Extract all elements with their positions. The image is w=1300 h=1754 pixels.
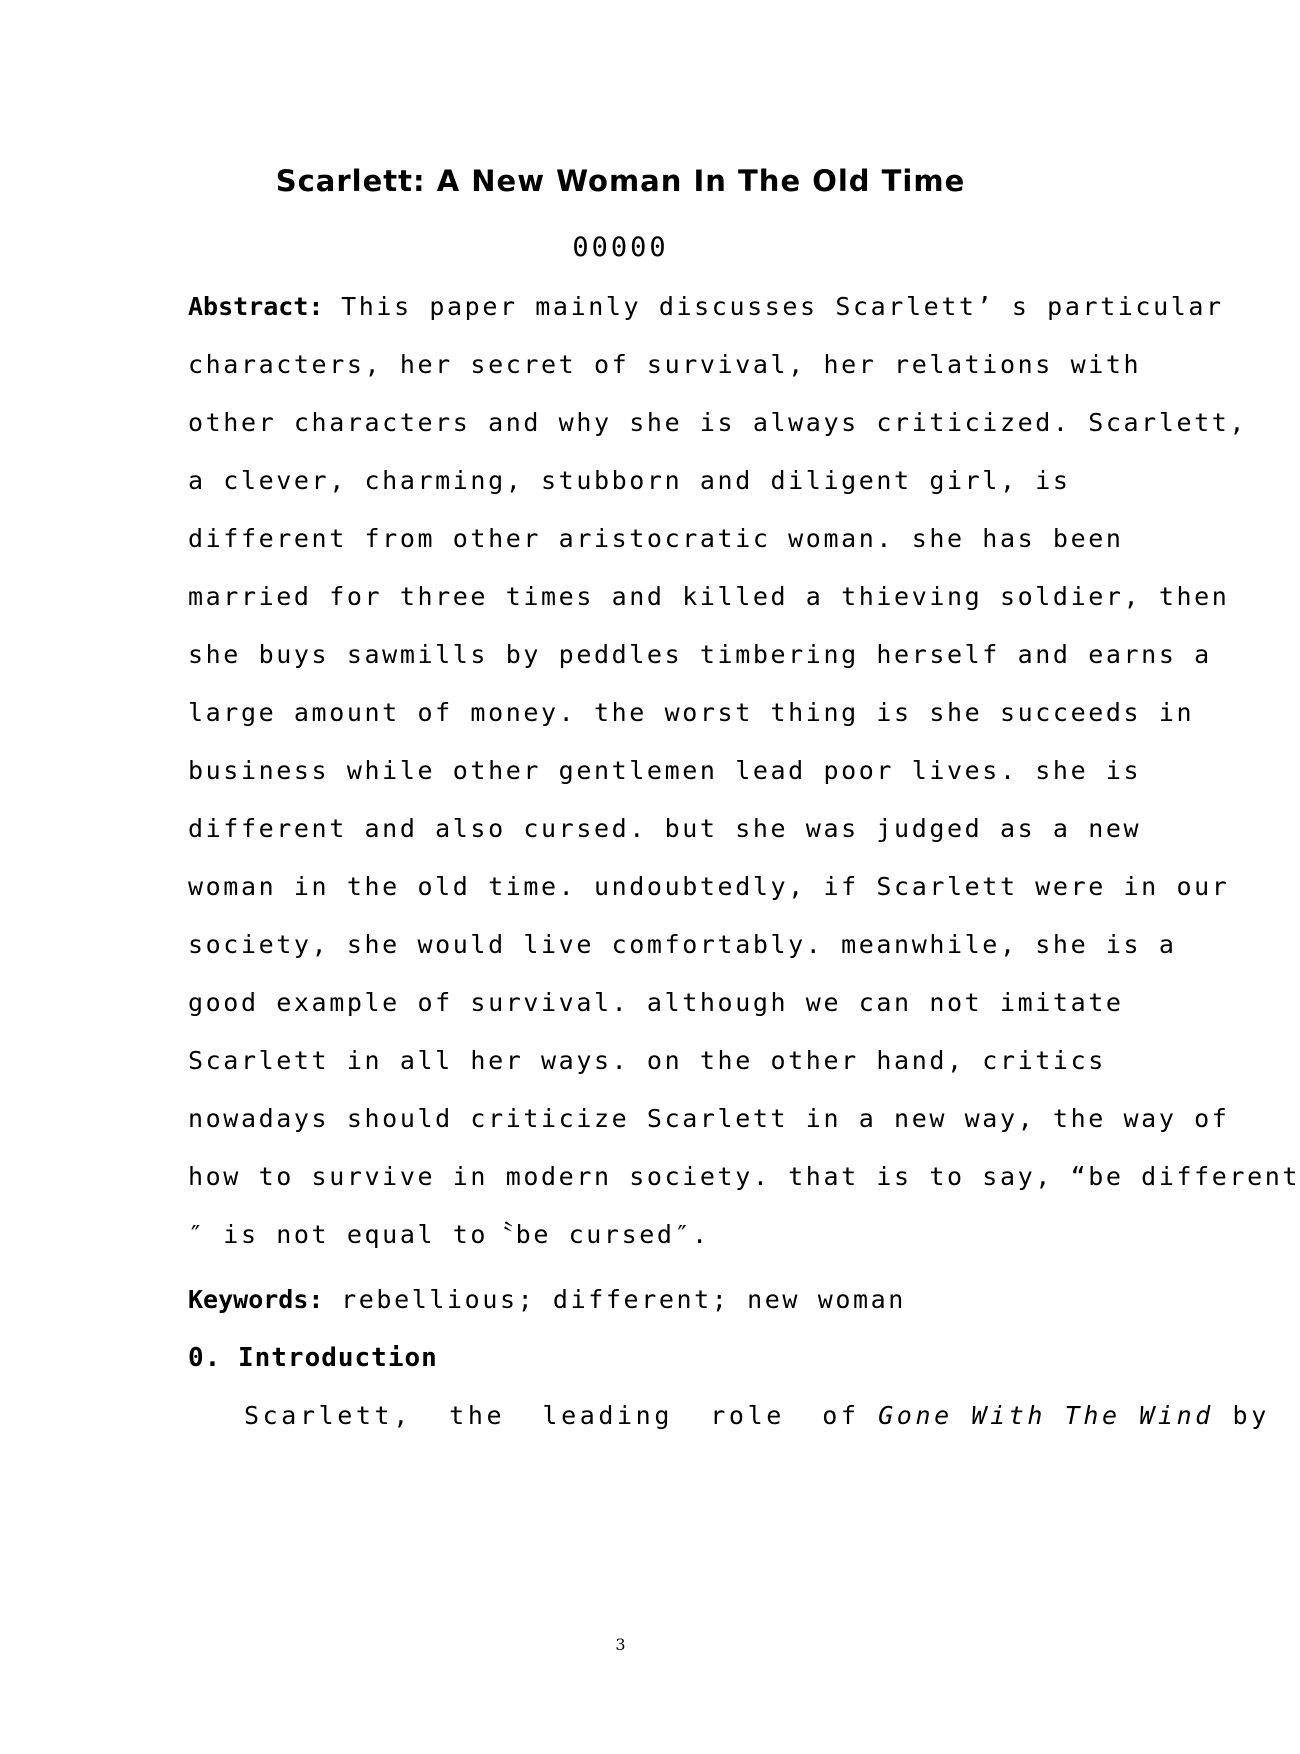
intro-paragraph-line [244, 1398, 1270, 1434]
abstract-text-1: This paper mainly discusses Scarlett’ s particular [323, 292, 1224, 321]
paper-title: Scarlett: A New Woman In The Old Time [275, 164, 966, 198]
abstract-line-17: ″ is not equal to〝be cursed″. [188, 1220, 710, 1249]
abstract-line-1 [188, 289, 1224, 325]
abstract-line-3: other characters and why she is always criticized. Scarlett, [188, 408, 1248, 437]
abstract-line-15: nowadays should criticize Scarlett in a new way, the way of [188, 1104, 1230, 1133]
abstract-line-8: large amount of money. the worst thing is she succeeds in [188, 698, 1195, 727]
abstract-line-14: Scarlett in all her ways. on the other hand, critics [188, 1046, 1106, 1075]
keywords-label: Keywords: [188, 1285, 324, 1314]
section-heading: 0. Introduction [188, 1343, 438, 1373]
abstract-line-10: different and also cursed. but she was judged as a new [188, 814, 1142, 843]
abstract-line-11: woman in the old time. undoubtedly, if Scarlett were in our [188, 872, 1230, 901]
abstract-line-9: business while other gentlemen lead poor lives. she is [188, 756, 1142, 785]
book-title-italic: Gone With The Wind [878, 1401, 1214, 1430]
abstract-label: Abstract: [188, 292, 324, 321]
keywords-line [188, 1282, 906, 1318]
abstract-line-6: married for three times and killed a thieving soldier, then [188, 582, 1230, 611]
page-number: 3 [615, 1635, 626, 1654]
abstract-line-16: how to survive in modern society. that is to say, “be different [188, 1162, 1300, 1191]
intro-text-after: by [1213, 1401, 1270, 1430]
abstract-line-4: a clever, charming, stubborn and diligent girl, is [188, 466, 1071, 495]
author-line: 00000 [572, 232, 669, 263]
intro-text-before: Scarlett, the leading role of [244, 1401, 879, 1430]
abstract-line-2: characters, her secret of survival, her relations with [188, 350, 1142, 379]
abstract-line-7: she buys sawmills by peddles timbering herself and earns a [188, 640, 1212, 669]
abstract-line-13: good example of survival. although we can not imitate [188, 988, 1124, 1017]
abstract-line-5: different from other aristocratic woman. she has been [188, 524, 1124, 553]
keywords-text: rebellious; different; new woman [323, 1285, 906, 1314]
abstract-line-12: society, she would live comfortably. meanwhile, she is a [188, 930, 1177, 959]
